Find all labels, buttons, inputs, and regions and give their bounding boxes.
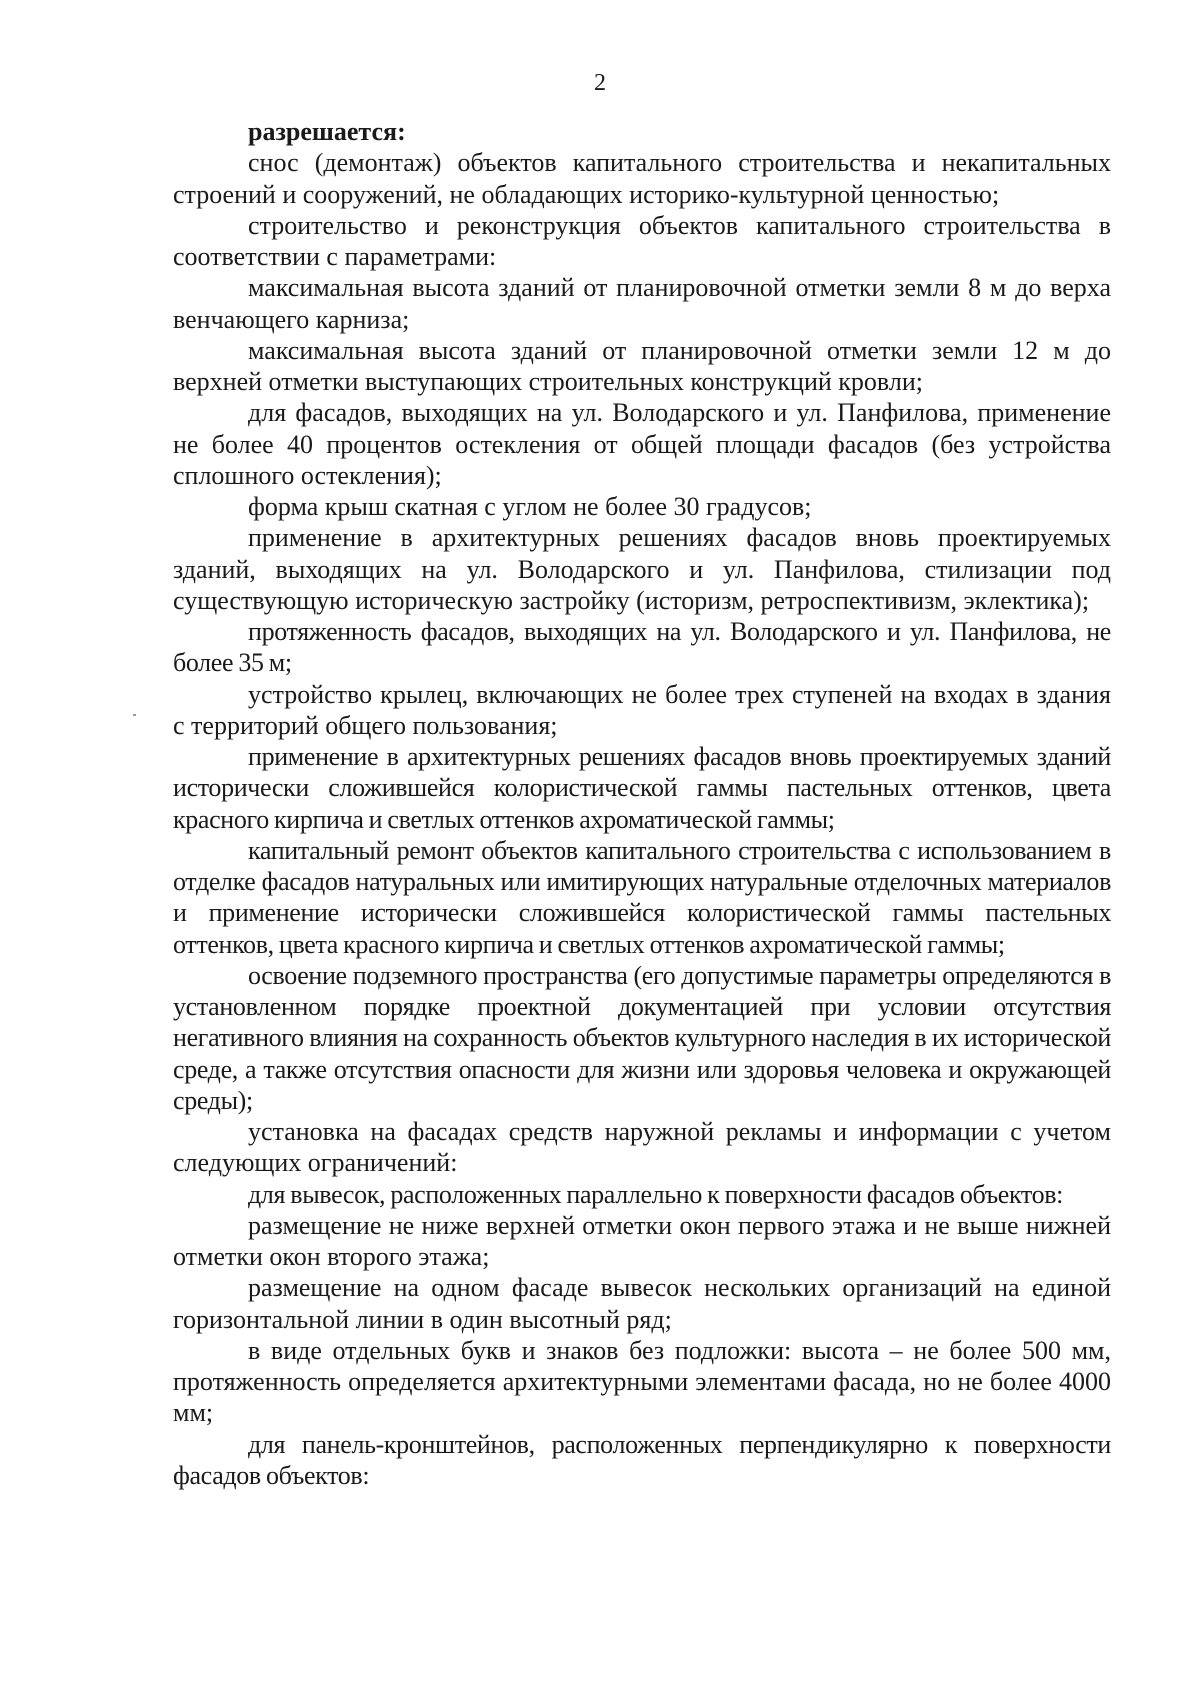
paragraph-letters: в виде отдельных букв и знаков без подложки: высота – не более 500 мм, протяженность определяется архитектурными элементами фасада, но не более 4000 мм;	[173, 1335, 1111, 1428]
paragraph-construction: строительство и реконструкция объектов капитального строительства в соответствии с параметрами:	[173, 210, 1111, 271]
paragraph-max-height-cornice: максимальная высота зданий от планировочной отметки земли 8 м до верха венчающего карниза;	[173, 273, 1111, 334]
paragraph-porches: устройство крылец, включающих не более трех ступеней на входах в здания с территорий общего пользования;	[173, 679, 1111, 740]
section-heading: разрешается:	[248, 117, 406, 146]
paragraph-panel-brackets: для панель-кронштейнов, расположенных перпендикулярно к поверхности фасадов объектов:	[173, 1429, 1111, 1490]
paragraph-advertising: установка на фасадах средств наружной рекламы и информации с учетом следующих ограничений:	[173, 1117, 1111, 1178]
paragraph-placement-floors: размещение не ниже верхней отметки окон первого этажа и не выше нижней отметки окон второго этажа;	[173, 1210, 1111, 1271]
paragraph-demolition: снос (демонтаж) объектов капитального строительства и некапитальных строений и сооружений, не обладающих историко-культурной ценностью;	[173, 148, 1111, 209]
paragraph-capital-repair: капитальный ремонт объектов капитального строительства с использованием в отделке фасадов натуральных или имитирующих натуральные отделочных материалов и применение исторически сложившейся колористической гаммы пастельных оттенков, цвета красного кирпича и светлых оттенков ахроматической гаммы;	[173, 835, 1111, 959]
page-number: 2	[594, 70, 606, 96]
paragraph-facade-length: протяженность фасадов, выходящих на ул. Володарского и ул. Панфилова, не более 35 м;	[173, 617, 1111, 678]
document-body	[173, 116, 1111, 1491]
paragraph-color-scheme: применение в архитектурных решениях фасадов вновь проектируемых зданий исторически сложившейся колористической гаммы пастельных оттенков, цвета красного кирпича и светлых оттенков ахроматической гаммы;	[173, 742, 1111, 834]
paragraph-glazing: для фасадов, выходящих на ул. Володарского и ул. Панфилова, применение не более 40 процентов остекления от общей площади фасадов (без устройства сплошного остекления);	[173, 398, 1111, 490]
paragraph-underground: освоение подземного пространства (его допустимые параметры определяются в установленном порядке проектной документацией при условии отсутствия негативного влияния на сохранность объектов культурного наследия в их исторической среде, а также отсутствия опасности для жизни или здоровья человека и окружающей среды);	[173, 960, 1111, 1115]
paragraph-roof-shape: форма крыш скатная с углом не более 30 градусов;	[248, 492, 812, 521]
paragraph-max-height-roof: максимальная высота зданий от планировочной отметки земли 12 м до верхней отметки выступающих строительных конструкций кровли;	[173, 335, 1111, 396]
paragraph-signs-parallel: для вывесок, расположенных параллельно к поверхности фасадов объектов:	[248, 1179, 1064, 1209]
paragraph-stylization: применение в архитектурных решениях фасадов вновь проектируемых зданий, выходящих на ул. Володарского и ул. Панфилова, стилизации под существующую историческую застройку (историзм, ретроспективизм, эклектика);	[173, 523, 1111, 615]
margin-scan-mark	[133, 714, 136, 716]
paragraph-placement-row: размещение на одном фасаде вывесок нескольких организаций на единой горизонтальной линии в один высотный ряд;	[173, 1273, 1111, 1334]
